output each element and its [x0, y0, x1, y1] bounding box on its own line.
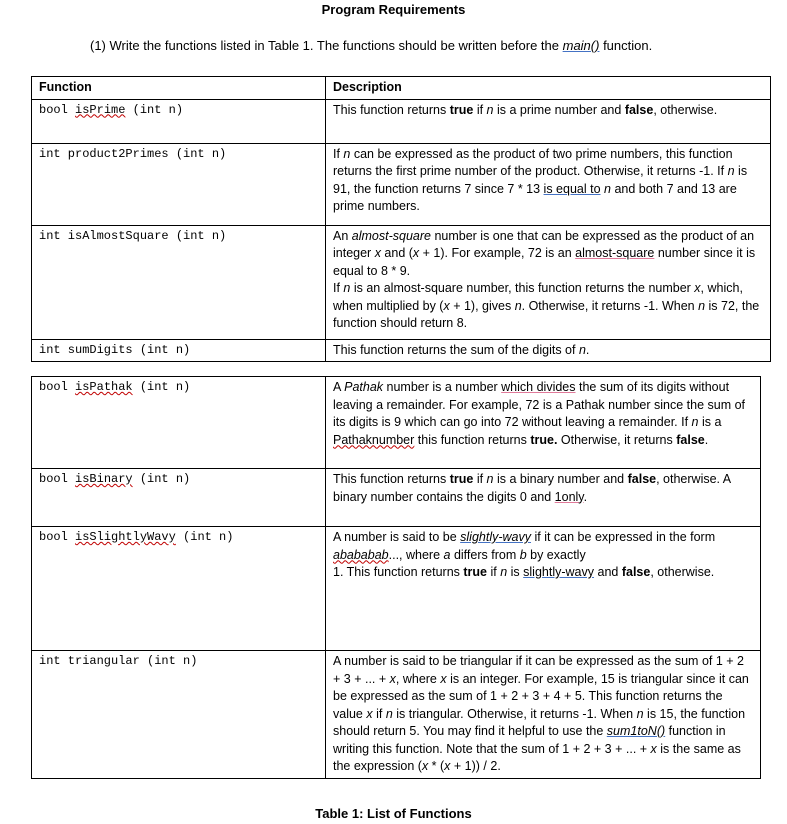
- signature-ispathak: bool isPathak (int n): [32, 377, 326, 469]
- table-header-row: [32, 77, 771, 100]
- intro-number: (1): [90, 38, 106, 53]
- description-product2primes: If n can be expressed as the product of two prime numbers, this function returns the first prime number of the product. Otherwise, it returns -1. If n is 91, the function returns 7 since 7 * 13 is equal to n and both 7 and 13 are prime numbers.: [326, 143, 771, 225]
- description-sumdigits: This function returns the sum of the digits of n.: [326, 339, 771, 362]
- intro-main-function: main(): [562, 38, 600, 53]
- table-row-ispathak: [32, 377, 761, 469]
- description-ispathak: A Pathak number is a number which divides the sum of its digits without leaving a remainder. For example, 72 is a Pathak number since the sum of its digits is 9 which can go into 72 without leaving a remainder. If n is a Pathaknumber this function returns true. Otherwise, it returns false.: [326, 377, 761, 469]
- intro-text-before: Write the functions listed in Table 1. The functions should be written before the: [105, 38, 563, 53]
- table-row-isbinary: [32, 469, 761, 527]
- signature-triangular: int triangular (int n): [32, 651, 326, 779]
- sig-params: (int n): [125, 102, 184, 117]
- sig-name: isPrime: [75, 102, 126, 117]
- table-row-triangular: [32, 651, 761, 779]
- description-isprime: This function returns true if n is a prime number and false, otherwise.: [326, 99, 771, 143]
- description-isbinary: This function returns true if n is a binary number and false, otherwise. A binary number contains the digits 0 and 1only.: [326, 469, 761, 527]
- page-title: Program Requirements: [321, 2, 466, 17]
- sig-type: bool: [39, 102, 76, 117]
- table-caption: Table 1: List of Functions: [315, 806, 472, 821]
- signature-isbinary: bool isBinary (int n): [32, 469, 326, 527]
- functions-table-part2: [31, 376, 761, 779]
- signature-isslightlywavy: bool isSlightlyWavy (int n): [32, 527, 326, 651]
- header-function: Function: [32, 77, 326, 100]
- table-row-sumdigits: [32, 339, 771, 362]
- signature-sumdigits: int sumDigits (int n): [32, 339, 326, 362]
- table-row-isalmostsquare: [32, 225, 771, 339]
- table-row-isslightlywavy: [32, 527, 761, 651]
- description-isslightlywavy: A number is said to be slightly-wavy if it can be expressed in the form abababab..., where a differs from b by exactly 1. This function returns true if n is slightly-wavy and false, otherwise.: [326, 527, 761, 651]
- functions-table-part1: [31, 76, 771, 362]
- description-triangular: A number is said to be triangular if it can be expressed as the sum of 1 + 2 + 3 + ... + x, where x is an integer. For example, 15 is triangular since it can be expressed as the sum of 1 + 2 + 3 + 4 + 5. This function returns the value x if n is triangular. Otherwise, it returns -1. When n is 15, the function should return 5. You may find it helpful to use the sum1toN() function in writing this function. Note that the sum of 1 + 2 + 3 + ... + x is the same as the expression (x * (x + 1)) / 2.: [326, 651, 761, 779]
- signature-isalmostsquare: int isAlmostSquare (int n): [32, 225, 326, 339]
- signature-isprime: [32, 99, 326, 143]
- signature-product2primes: int product2Primes (int n): [32, 143, 326, 225]
- intro-paragraph: [90, 38, 652, 53]
- table-row-isprime: [32, 99, 771, 143]
- intro-text-after: function.: [599, 38, 653, 53]
- table-row-product2primes: [32, 143, 771, 225]
- header-description: Description: [326, 77, 771, 100]
- description-isalmostsquare: An almost-square number is one that can be expressed as the product of an integer x and (x + 1). For example, 72 is an almost-square number since it is equal to 8 * 9. If n is an almost-square number, this function returns the number x, which, when multiplied by (x + 1), gives n. Otherwise, it returns -1. When n is 72, the function should return 8.: [326, 225, 771, 339]
